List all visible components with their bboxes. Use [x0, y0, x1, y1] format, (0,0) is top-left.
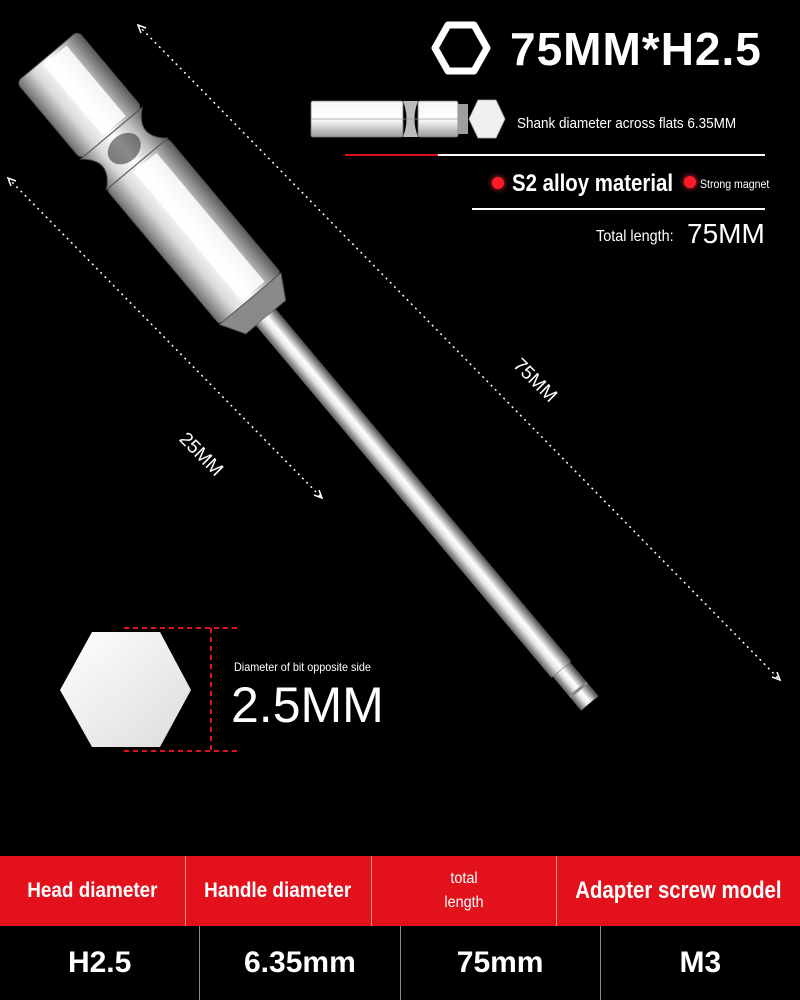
- spec-value-adapter-screw-model: M3: [679, 946, 722, 979]
- spec-value-cell: [400, 926, 600, 1000]
- spec-header-cell: [0, 856, 185, 926]
- total-length-label: Total length:: [596, 228, 674, 245]
- shank-profile-icon: [311, 100, 505, 138]
- spec-header-cell: [556, 856, 800, 926]
- spec-table: [0, 856, 800, 1000]
- spec-header-cell: [371, 856, 557, 926]
- overall-length-dimension: 75MM: [508, 354, 561, 407]
- bullet-dot: [684, 176, 696, 188]
- spec-header-head-diameter: Head diameter: [27, 879, 158, 902]
- divider-accent: [345, 154, 438, 156]
- spec-value-total-length: 75mm: [456, 946, 544, 979]
- shank-length-dimension: 25MM: [174, 428, 227, 481]
- spec-header-adapter-screw-model: Adapter screw model: [575, 877, 782, 904]
- spec-value-handle-diameter: 6.35mm: [244, 946, 356, 979]
- spec-value-cell: [600, 926, 800, 1000]
- product-title: 75MM*H2.5: [510, 23, 762, 75]
- magnet-label: Strong magnet: [700, 177, 770, 191]
- spec-header-handle-diameter: Handle diameter: [204, 879, 352, 902]
- spec-header-cell: [185, 856, 371, 926]
- spec-value-cell: [0, 926, 199, 1000]
- spec-value-cell: [199, 926, 399, 1000]
- spec-header-total-length: total length: [444, 870, 484, 911]
- bit-size-note: Diameter of bit opposite side: [234, 660, 371, 674]
- bit-size-value: 2.5MM: [231, 677, 384, 733]
- spec-table-header: [0, 856, 800, 926]
- spec-value-head-diameter: H2.5: [67, 946, 132, 979]
- bullet-dot: [492, 177, 504, 189]
- shank-diameter-note: Shank diameter across flats 6.35MM: [517, 115, 737, 132]
- divider-line: [472, 208, 765, 210]
- product-title-area: [432, 18, 792, 82]
- total-length-value: 75MM: [687, 218, 765, 249]
- spec-table-row: [0, 926, 800, 1000]
- material-label: S2 alloy material: [512, 170, 674, 197]
- bit-cross-section-hexagon: [60, 628, 238, 751]
